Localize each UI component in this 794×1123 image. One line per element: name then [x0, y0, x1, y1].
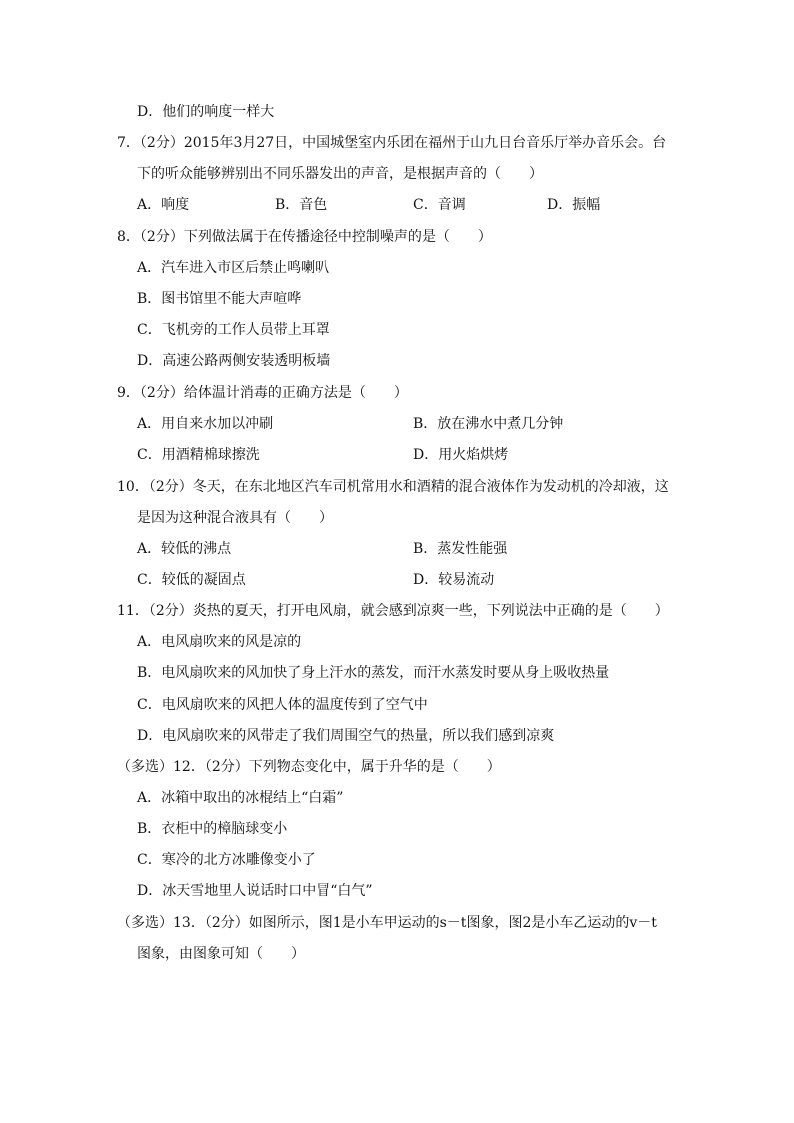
- q13-stem-line2: 图象，由图象可知（ ）: [137, 946, 305, 962]
- q7-option-d: D．振幅: [547, 197, 601, 213]
- q12-option-c: C．寒冷的北方冰雕像变小了: [137, 852, 316, 868]
- q7-stem-line1: 7．（2分）2015年3月27日，中国城堡室内乐团在福州于山九日台音乐厅举办音乐会。台: [117, 135, 667, 151]
- q7-option-c: C．音调: [413, 197, 466, 213]
- q12-option-b: B．衣柜中的樟脑球变小: [137, 821, 288, 837]
- q8-option-a: A．汽车进入市区后禁止鸣喇叭: [137, 260, 330, 276]
- q11-option-d: D．电风扇吹来的风带走了我们周围空气的热量，所以我们感到凉爽: [137, 728, 555, 744]
- q7-option-b: B．音色: [275, 197, 328, 213]
- q11-option-c: C．电风扇吹来的风把人体的温度传到了空气中: [137, 697, 428, 713]
- q10-option-b: B．蒸发性能强: [413, 541, 508, 557]
- q10-stem-line1: 10．（2分）冬天，在东北地区汽车司机常用水和酒精的混合液体作为发动机的冷却液，这: [117, 479, 669, 495]
- q9-option-b: B．放在沸水中煮几分钟: [413, 416, 564, 432]
- q11-option-a: A．电风扇吹来的风是凉的: [137, 634, 302, 650]
- q6-option-d: D．他们的响度一样大: [137, 104, 275, 120]
- q8-option-c: C．飞机旁的工作人员带上耳罩: [137, 322, 330, 338]
- q10-option-a: A．较低的沸点: [137, 541, 232, 557]
- q8-option-b: B．图书馆里不能大声喧哗: [137, 291, 302, 307]
- q7-option-a: A．响度: [137, 197, 190, 213]
- q11-option-b: B．电风扇吹来的风加快了身上汗水的蒸发，而汗水蒸发时要从身上吸收热量: [137, 665, 610, 681]
- q12-option-a: A．冰箱中取出的冰棍结上“白霜”: [137, 790, 344, 806]
- q8-stem: 8．（2分）下列做法属于在传播途径中控制噪声的是（ ）: [117, 229, 492, 245]
- q7-stem-line2: 下的听众能够辨别出不同乐器发出的声音，是根据声音的（ ）: [137, 166, 543, 182]
- q10-option-d: D．较易流动: [413, 572, 495, 588]
- q9-option-d: D．用火焰烘烤: [413, 447, 509, 463]
- q9-stem: 9．（2分）给体温计消毒的正确方法是（ ）: [117, 385, 408, 401]
- q9-option-a: A．用自来水加以冲刷: [137, 416, 274, 432]
- q10-stem-line2: 是因为这种混合液具有（ ）: [137, 510, 333, 526]
- q11-stem: 11．（2分）炎热的夏天，打开电风扇，就会感到凉爽一些，下列说法中正确的是（ ）: [117, 603, 669, 619]
- q10-option-c: C．较低的凝固点: [137, 572, 246, 588]
- q12-stem: （多选）12．（2分）下列物态变化中，属于升华的是（ ）: [117, 759, 501, 775]
- q12-option-d: D．冰天雪地里人说话时口中冒“白气”: [137, 883, 373, 899]
- q8-option-d: D．高速公路两侧安装透明板墙: [137, 353, 331, 369]
- q13-stem-line1: （多选）13．（2分）如图所示，图1是小车甲运动的s－t图象，图2是小车乙运动的v－t: [117, 915, 657, 931]
- q9-option-c: C．用酒精棉球擦洗: [137, 447, 260, 463]
